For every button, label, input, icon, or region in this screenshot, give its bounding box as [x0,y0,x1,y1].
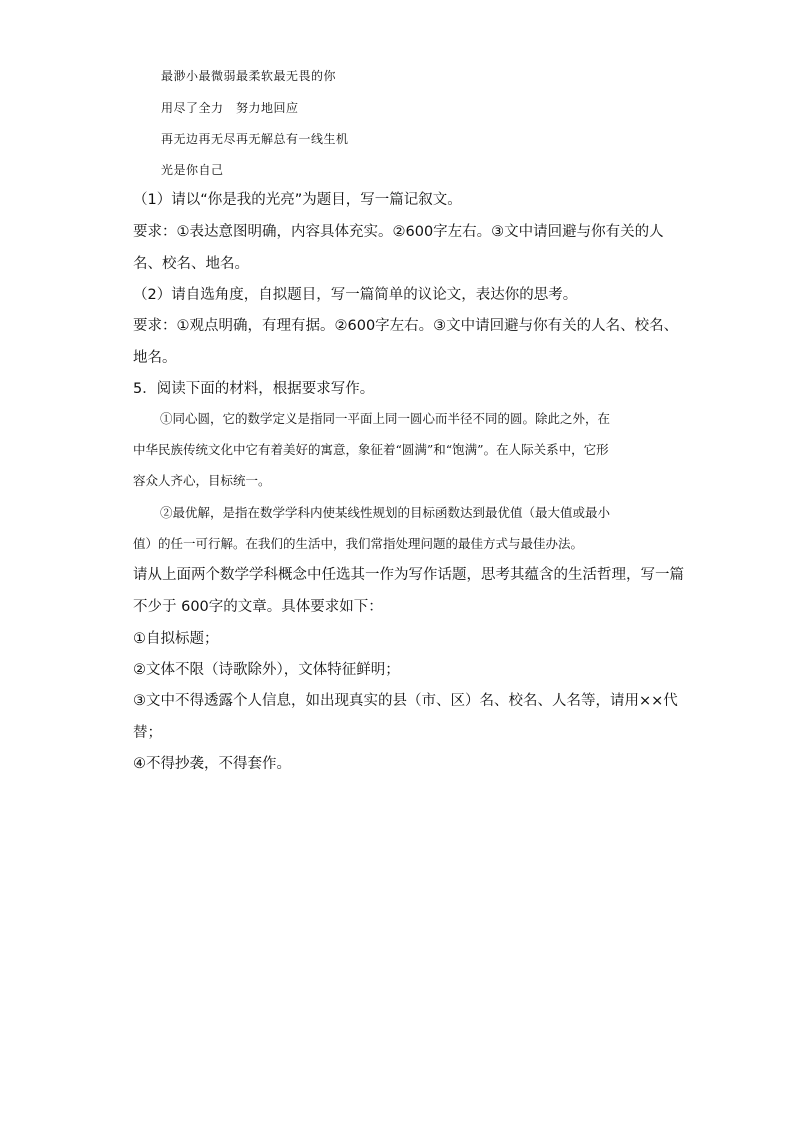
q4-part1-requirements-line-1: 要求：①表达意图明确，内容具体充实。②600字左右。③文中请回避与你有关的人 [133,224,664,240]
poem-line-4: 光是你自己 [161,163,224,177]
q4-part1-prompt: （1）请以“你是我的光亮”为题目，写一篇记叙文。 [133,192,462,208]
q5-heading: 5．阅读下面的材料，根据要求写作。 [133,381,375,397]
q4-part1-requirements-line-2: 名、校名、地名。 [133,256,249,272]
q4-part2-prompt: （2）请自选角度，自拟题目，写一篇简单的议论文，表达你的思考。 [133,287,578,303]
q5-requirement-4: ④不得抄袭，不得套作。 [133,756,291,772]
q5-requirement-3-line-2: 替； [133,725,162,741]
q5-material-1-line-2: 中华民族传统文化中它有着美好的寓意，象征着“圆满”和“饱满”。在人际关系中，它形 [133,442,609,457]
q5-material-2-line-2: 值）的任一可行解。在我们的生活中，我们常指处理问题的最佳方式与最佳办法。 [133,536,584,551]
poem-line-2: 用尽了全力 努力地回应 [161,101,299,115]
q5-task-line-2: 不少于 600字的文章。具体要求如下： [133,599,383,615]
q4-part2-requirements-line-1: 要求：①观点明确，有理有据。②600字左右。③文中请回避与你有关的人名、校名、 [133,318,679,334]
q5-material-1-line-3: 容众人齐心，目标统一。 [133,473,271,488]
q5-requirement-2: ②文体不限（诗歌除外），文体特征鲜明； [133,662,400,678]
poem-line-1: 最渺小最微弱最柔软最无畏的你 [161,69,337,83]
q5-task-line-1: 请从上面两个数学学科概念中任选其一作为写作话题，思考其蕴含的生活哲理，写一篇 [133,567,684,583]
q5-requirement-3-line-1: ③文中不得透露个人信息，如出现真实的县（市、区）名、校名、人名等，请用××代 [133,693,678,709]
q5-requirement-1: ①自拟标题； [133,631,219,647]
q5-material-1-line-1: ①同心圆，它的数学定义是指同一平面上同一圆心而半径不同的圆。除此之外，在 [160,411,611,426]
q4-part2-requirements-line-2: 地名。 [133,350,177,366]
q5-material-2-line-1: ②最优解，是指在数学学科内使某线性规划的目标函数达到最优值（最大值或最小 [160,505,611,520]
poem-line-3: 再无边再无尽再无解总有一线生机 [161,132,349,146]
